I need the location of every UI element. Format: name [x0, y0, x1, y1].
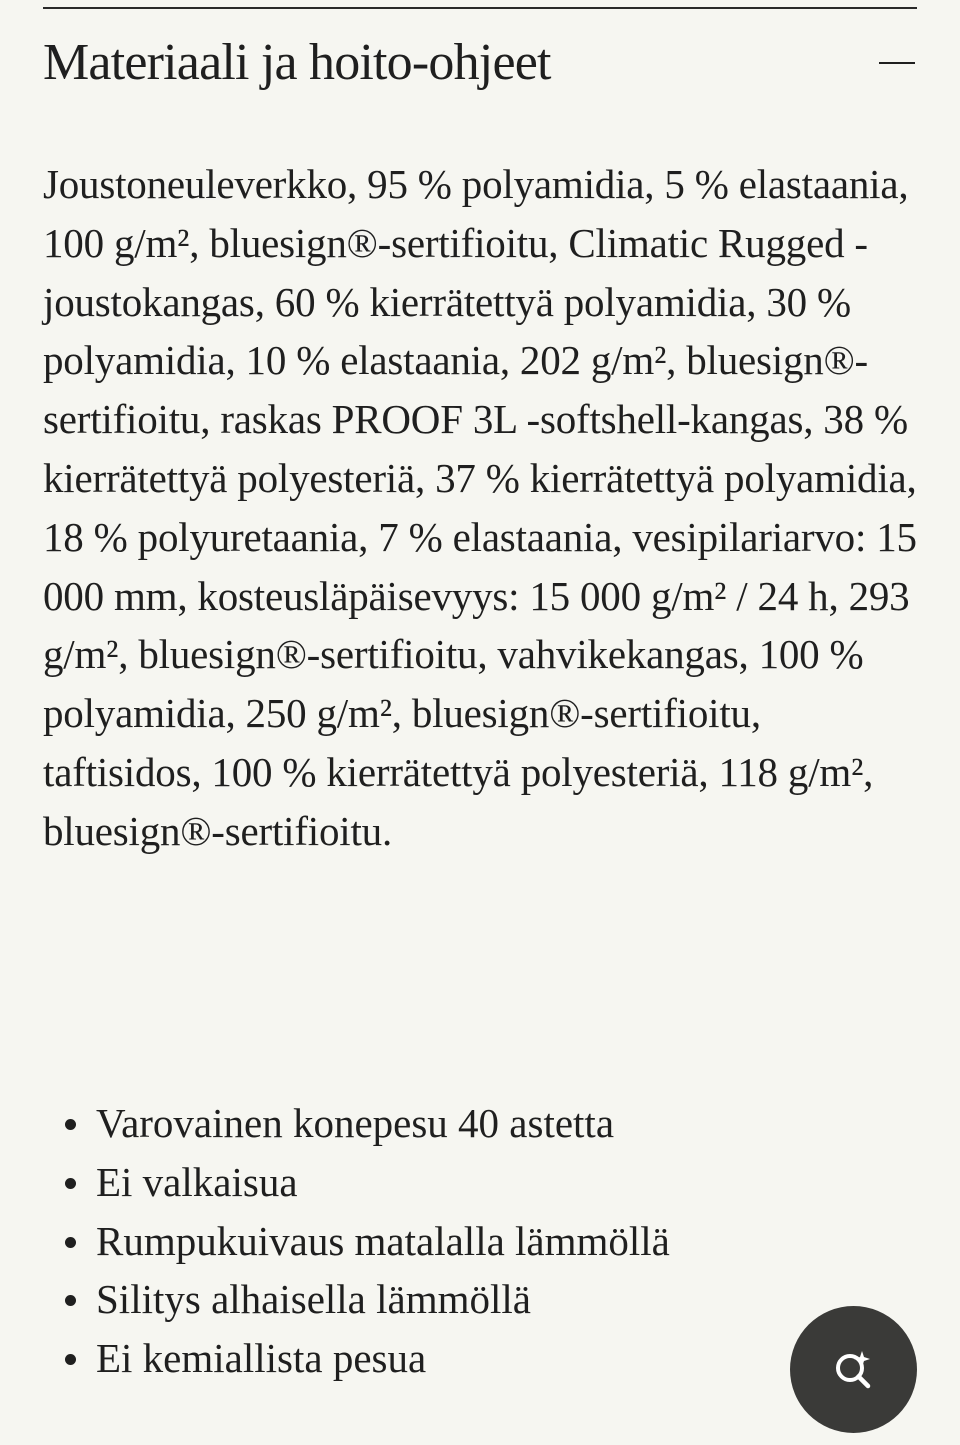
bullet-icon: [65, 1295, 76, 1306]
minus-icon[interactable]: [879, 45, 915, 81]
bullet-icon: [65, 1178, 76, 1189]
care-item-label: Ei valkaisua: [96, 1158, 298, 1205]
care-item-label: Ei kemiallista pesua: [96, 1335, 427, 1382]
ai-search-button[interactable]: [790, 1306, 917, 1433]
care-instructions-list: [43, 1094, 796, 1388]
bullet-icon: [65, 1354, 76, 1365]
list-item: [96, 1270, 796, 1329]
accordion-header-materials-care[interactable]: [43, 28, 917, 98]
list-item: [96, 1212, 796, 1271]
section-title: Materiaali ja hoito-ohjeet: [43, 34, 551, 91]
ai-search-icon: [832, 1348, 876, 1392]
list-item: [96, 1094, 796, 1153]
bullet-icon: [65, 1119, 76, 1130]
list-item: [96, 1153, 796, 1212]
list-item: [96, 1329, 796, 1388]
care-item-label: Silitys alhaisella lämmöllä: [96, 1276, 531, 1323]
bullet-icon: [65, 1237, 76, 1248]
minus-icon-bar: [879, 62, 915, 64]
care-item-label: Varovainen konepesu 40 astetta: [96, 1100, 615, 1146]
section-divider: [43, 7, 917, 9]
material-description: Joustoneuleverkko, 95 % polyamidia, 5 % elastaania, 100 g/m², bluesign®-sertifioitu, Climatic Rugged -joustokangas, 60 % kierrätettyä polyamidia, 30 % polyamidia, 10 % elastaania, 202 g/m², bluesign®-sertifioitu, raskas PROOF 3L -softshell-kangas, 38 % kierrätettyä polyesteriä, 37 % kierrätettyä polyamidia, 18 % polyuretaania, 7 % elastaania, vesipilariarvo: 15 000 mm, kosteusläpäisevyys: 15 000 g/m² / 24 h, 293 g/m², bluesign®-sertifioitu, vahvikekangas, 100 % polyamidia, 250 g/m², bluesign®-sertifioitu, taftisidos, 100 % kierrätettyä polyesteriä, 118 g/m², bluesign®-sertifioitu.: [43, 161, 917, 854]
care-item-label: Rumpukuivaus matalalla lämmöllä: [96, 1217, 670, 1264]
